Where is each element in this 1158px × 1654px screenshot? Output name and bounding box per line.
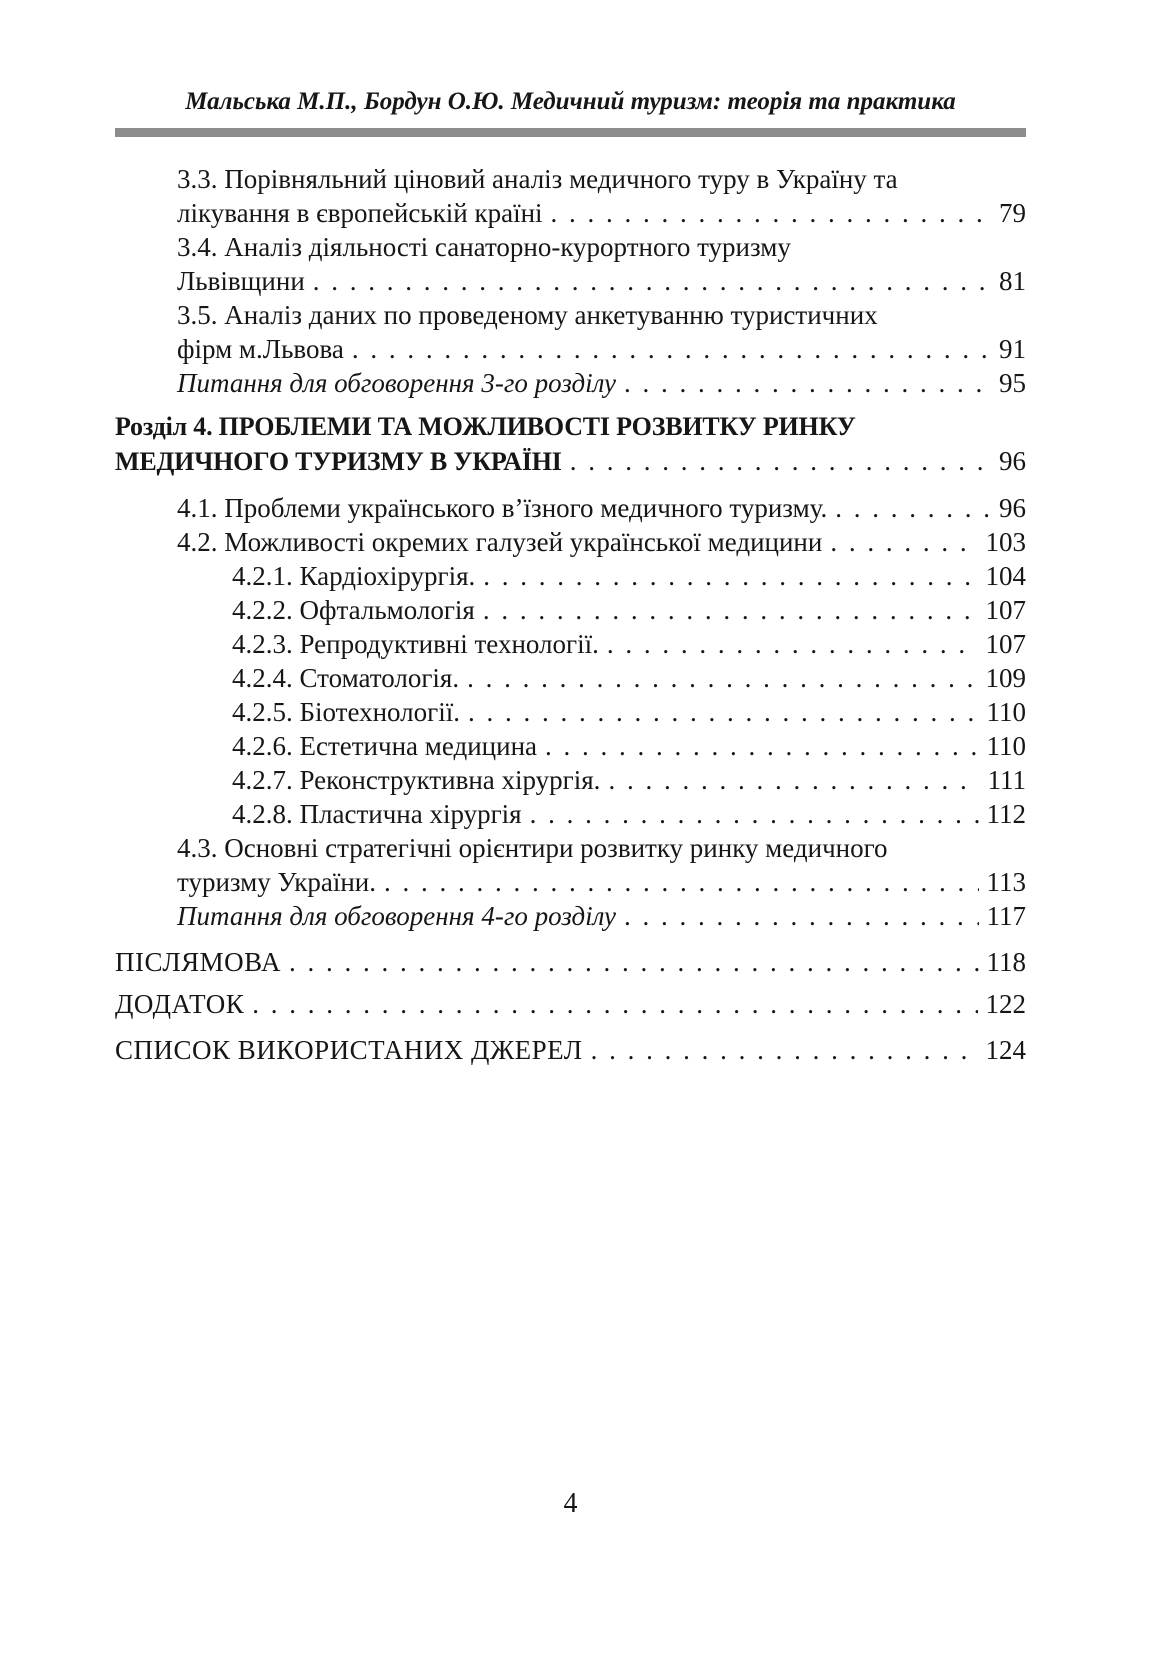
folio-page-number: 4 — [563, 1488, 578, 1519]
toc-entry-chapter-heading — [115, 410, 1026, 479]
toc-entry-text: 4.2.4. Стоматологія. — [232, 663, 460, 693]
toc-line — [232, 627, 1026, 661]
toc-entry-text: 3.4. Аналіз діяльності санаторно-курортного туризму — [177, 232, 791, 262]
dot-leader — [624, 366, 991, 400]
toc-entry-text: 3.3. Порівняльний ціновий аналіз медичного туру в Україну та — [177, 164, 898, 194]
dot-leader — [289, 945, 979, 979]
dot-leader — [835, 491, 991, 525]
dot-leader — [608, 763, 979, 797]
dot-leader — [607, 627, 978, 661]
toc-entry — [115, 797, 1026, 831]
dot-leader — [313, 264, 991, 298]
toc-line — [177, 332, 1026, 366]
dot-leader — [352, 332, 991, 366]
toc-entry-text: ДОДАТОК — [115, 989, 245, 1019]
dot-leader — [551, 196, 991, 230]
page-number: 110 — [986, 697, 1026, 727]
toc-entry — [115, 491, 1026, 525]
toc-entry-text: 4.2.5. Біотехнології. — [232, 697, 460, 727]
dot-leader — [545, 729, 978, 763]
toc-entry-text: 4.2.3. Репродуктивні технології. — [232, 629, 599, 659]
page-number: 95 — [999, 368, 1026, 398]
toc-entry — [115, 627, 1026, 661]
toc-entry — [115, 729, 1026, 763]
dot-leader — [570, 444, 991, 478]
page-number: 107 — [985, 629, 1026, 659]
toc-entry-text: 4.2.2. Офтальмологія — [232, 595, 475, 625]
dot-leader — [483, 593, 978, 627]
dot-leader — [530, 797, 979, 831]
toc-line — [177, 831, 1026, 865]
toc-entry-text: 4.2.8. Пластична хірургія — [232, 799, 522, 829]
toc-entry-text: Питання для обговорення 4-го розділу — [177, 901, 617, 931]
page-number: 103 — [985, 527, 1026, 557]
toc-line — [177, 264, 1026, 298]
dot-leader — [483, 559, 977, 593]
toc-entry-text: Питання для обговорення 3-го розділу — [177, 368, 617, 398]
page-number: 107 — [985, 595, 1026, 625]
dot-leader — [830, 525, 977, 559]
toc-entry-text: СПИСОК ВИКОРИСТАНИХ ДЖЕРЕЛ — [115, 1035, 583, 1065]
page-number: 104 — [985, 561, 1026, 591]
page-number: 109 — [985, 663, 1026, 693]
toc-entry-text: 4.1. Проблеми українського в’їзного медичного туризму. — [177, 493, 828, 523]
dot-leader — [252, 987, 977, 1021]
toc-line — [177, 366, 1026, 400]
toc-entry — [115, 162, 1026, 230]
toc-entry-text: Розділ 4. ПРОБЛЕМИ ТА МОЖЛИВОСТІ РОЗВИТКУ РИНКУ — [115, 412, 856, 441]
toc-line — [177, 899, 1026, 933]
page-number: 110 — [986, 731, 1026, 761]
toc-entry — [115, 661, 1026, 695]
toc-entry — [115, 945, 1026, 979]
page-number: 118 — [986, 947, 1026, 977]
toc-line — [232, 593, 1026, 627]
dot-leader — [468, 695, 979, 729]
toc-entry-text: туризму України. — [177, 867, 377, 897]
toc-line — [115, 444, 1026, 479]
toc-line — [115, 1033, 1026, 1067]
toc-entry-text: 4.2.1. Кардіохірургія. — [232, 561, 476, 591]
toc-line — [115, 945, 1026, 979]
toc-line — [177, 865, 1026, 899]
toc-entry — [115, 525, 1026, 559]
page-number: 117 — [986, 901, 1026, 931]
page-number: 79 — [999, 198, 1026, 228]
toc-line — [177, 491, 1026, 525]
toc-entry — [115, 298, 1026, 366]
toc-line — [232, 763, 1026, 797]
toc-entry-text: 3.5. Аналіз даних по проведеному анкетуванню туристичних — [177, 300, 878, 330]
toc-line — [232, 661, 1026, 695]
page-number: 96 — [999, 446, 1026, 476]
toc-entry-text: Львівщини — [177, 266, 305, 296]
toc-line — [232, 729, 1026, 763]
toc-line — [177, 298, 1026, 332]
toc-entry-text: 4.2.7. Реконструктивна хірургія. — [232, 765, 601, 795]
dot-leader — [624, 899, 978, 933]
toc-line — [177, 525, 1026, 559]
toc-entry — [115, 559, 1026, 593]
toc-entry — [115, 593, 1026, 627]
toc-entry-text: 4.3. Основні стратегічні орієнтири розвитку ринку медичного — [177, 833, 888, 863]
toc-line — [115, 987, 1026, 1021]
toc-entry — [115, 987, 1026, 1021]
table-of-contents — [115, 162, 1026, 1067]
page-number: 96 — [999, 493, 1026, 523]
toc-entry — [115, 899, 1026, 933]
toc-entry-text: лікування в європейській країні — [177, 198, 543, 228]
page-number: 91 — [999, 334, 1026, 364]
toc-line — [177, 196, 1026, 230]
toc-entry-text: МЕДИЧНОГО ТУРИЗМУ В УКРАЇНІ — [115, 447, 562, 476]
page-number: 81 — [999, 266, 1026, 296]
page-number: 124 — [985, 1035, 1026, 1065]
page-number: 122 — [985, 989, 1026, 1019]
toc-entry — [115, 695, 1026, 729]
page-number: 111 — [987, 765, 1026, 795]
dot-leader — [467, 661, 977, 695]
dot-leader — [591, 1033, 978, 1067]
page-number: 112 — [986, 799, 1026, 829]
toc-line — [232, 559, 1026, 593]
toc-entry-text: ПІСЛЯМОВА — [115, 947, 281, 977]
toc-line — [115, 410, 1026, 444]
toc-line — [232, 797, 1026, 831]
running-title: Мальська М.П., Бордун О.Ю. Медичний туризм: теорія та практика — [185, 88, 956, 115]
toc-entry — [115, 1033, 1026, 1067]
toc-entry — [115, 230, 1026, 298]
toc-entry — [115, 366, 1026, 400]
dot-leader — [384, 865, 978, 899]
toc-entry-text: 4.2. Можливості окремих галузей української медицини — [177, 527, 823, 557]
toc-entry — [115, 831, 1026, 899]
toc-line — [177, 162, 1026, 196]
toc-line — [177, 230, 1026, 264]
toc-entry — [115, 763, 1026, 797]
toc-line — [232, 695, 1026, 729]
header-rule — [115, 128, 1026, 137]
page-number: 113 — [986, 867, 1026, 897]
toc-entry-text: фірм м.Львова — [177, 334, 344, 364]
toc-entry-text: 4.2.6. Естетична медицина — [232, 731, 538, 761]
